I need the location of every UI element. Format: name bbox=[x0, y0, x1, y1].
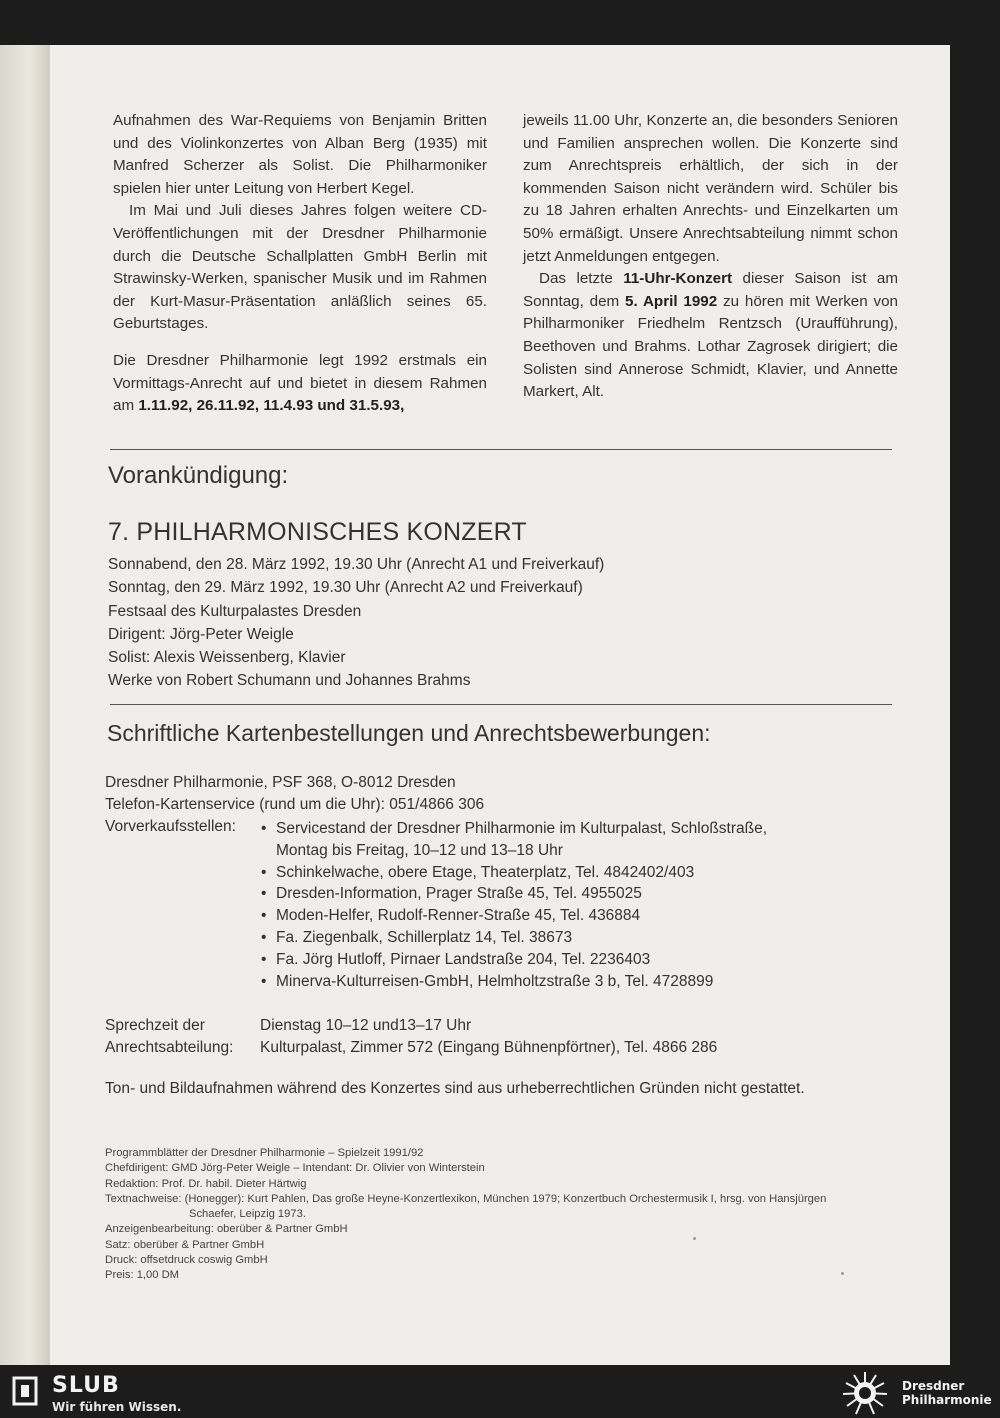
list-item-text: Montag bis Freitag, 10–12 und 13–18 Uhr bbox=[276, 841, 563, 859]
list-item bbox=[260, 862, 767, 884]
list-item bbox=[260, 927, 767, 949]
list-item bbox=[260, 883, 767, 905]
imprint-line: Chefdirigent: GMD Jörg-Peter Weigle – Intendant: Dr. Olivier von Winterstein bbox=[105, 1162, 485, 1175]
imprint-line: Textnachweise: (Honegger): Kurt Pahlen, Das große Heyne-Konzertlexikon, München 1979; Konzertbuch Orchestermusik I, hrsg. von Hansjürgen bbox=[105, 1192, 827, 1205]
concert-details bbox=[108, 553, 604, 693]
vorverkauf-list bbox=[260, 818, 767, 992]
bullet-icon: • bbox=[261, 907, 267, 925]
sprechzeit-values bbox=[260, 1015, 717, 1059]
detail-line: Werke von Robert Schumann und Johannes Brahms bbox=[108, 672, 471, 690]
detail-line: Sonntag, den 29. März 1992, 19.30 Uhr (Anrecht A2 und Freiverkauf) bbox=[108, 579, 583, 597]
announcement-heading: Vorankündigung: bbox=[108, 462, 289, 489]
left-page-edge bbox=[0, 45, 50, 1365]
detail-line: Festsaal des Kulturpalastes Dresden bbox=[108, 602, 362, 620]
philharmonie-logo-icon bbox=[840, 1369, 890, 1417]
bold-run: 11-Uhr-Konzert bbox=[623, 270, 733, 288]
imprint-line: Redaktion: Prof. Dr. habil. Dieter Härtwig bbox=[105, 1177, 307, 1190]
detail-line: Solist: Alexis Weissenberg, Klavier bbox=[108, 649, 346, 667]
paragraph: Im Mai und Juli dieses Jahres folgen weitere CD-Veröffentlichungen mit der Dresdner Philharmonie durch die Deutsche Schallplatten GmbH Berlin mit Strawinsky-Werken, spanischer Musik und im Rahmen der Kurt-Masur-Präsentation anläßlich seines 65. Geburtstages. bbox=[113, 202, 487, 333]
address-line: Dresdner Philharmonie, PSF 368, O-8012 Dresden bbox=[105, 774, 456, 791]
paper-speck bbox=[693, 1237, 696, 1240]
list-item bbox=[260, 971, 767, 993]
text-run: zu hören mit Werken von Philharmoniker Friedhelm Rentzsch (Uraufführung), Beethoven und Brahms. Lothar Zagrosek dirigiert; die Solisten sind Annerose Schmidt, Klavier, und Annette Markert, Alt. bbox=[523, 292, 898, 401]
divider bbox=[110, 704, 892, 705]
paragraph-text: Die Dresdner Philharmonie legt 1992 erstmals ein Vormittags-Anrecht auf und bietet in diesem Rahmen am bbox=[113, 351, 487, 415]
concert-title: 7. PHILHARMONISCHES KONZERT bbox=[108, 518, 527, 546]
imprint-line: Programmblätter der Dresdner Philharmonie – Spielzeit 1991/92 bbox=[105, 1147, 424, 1159]
list-item-text: Dresden-Information, Prager Straße 45, Tel. 4955025 bbox=[276, 885, 642, 903]
name-line: Dresdner bbox=[902, 1379, 965, 1393]
imprint-line: Schaefer, Leipzig 1973. bbox=[189, 1208, 306, 1221]
detail-line: Dirigent: Jörg-Peter Weigle bbox=[108, 625, 294, 643]
bullet-icon: • bbox=[261, 885, 267, 903]
list-item-text: Fa. Ziegenbalk, Schillerplatz 14, Tel. 38673 bbox=[276, 928, 573, 946]
slub-name: SLUB bbox=[52, 1373, 120, 1398]
dates-bold: 1.11.92, 26.11.92, 11.4.93 und 31.5.93, bbox=[138, 397, 405, 415]
list-item bbox=[260, 949, 767, 971]
imprint-line: Preis: 1,00 DM bbox=[105, 1269, 179, 1282]
list-item-text: Servicestand der Dresdner Philharmonie im Kulturpalast, Schloßstraße, bbox=[276, 820, 768, 837]
paper-speck bbox=[841, 1272, 844, 1275]
bold-run: 5. April 1992 bbox=[625, 292, 718, 310]
name-line: Philharmonie bbox=[902, 1393, 992, 1407]
list-item-text: Moden-Helfer, Rudolf-Renner-Straße 45, Tel. 436884 bbox=[276, 907, 641, 925]
imprint bbox=[105, 1146, 895, 1284]
imprint-line: Druck: offsetdruck coswig GmbH bbox=[105, 1254, 268, 1267]
paragraph: jeweils 11.00 Uhr, Konzerte an, die besonders Senioren und Familien ansprechen wollen. Die Konzerte sind zum Anrechtspreis erhältlich, der sich in der kommenden Saison nicht verändern wird. Schüler bis zu 18 Jahren erhalten Anrechts- und Einzelkarten um 50% ermäßigt. Unsere Anrechtsabteilung nimmt schon jetzt Anmeldungen entgegen. bbox=[523, 112, 898, 265]
list-item-text: Fa. Jörg Hutloff, Pirnaer Landstraße 204, Tel. 2236403 bbox=[276, 950, 651, 968]
bullet-icon: • bbox=[261, 950, 267, 968]
bullet-icon: • bbox=[261, 928, 267, 946]
list-item bbox=[260, 905, 767, 927]
imprint-line: Satz: oberüber & Partner GmbH bbox=[105, 1238, 265, 1251]
detail-line: Sonnabend, den 28. März 1992, 19.30 Uhr (Anrecht A1 und Freiverkauf) bbox=[108, 556, 605, 573]
slub-tagline: Wir führen Wissen. bbox=[52, 1400, 182, 1414]
vorverkauf-label: Vorverkaufsstellen: bbox=[105, 818, 236, 835]
imprint-line: Anzeigenbearbeitung: oberüber & Partner GmbH bbox=[105, 1223, 348, 1236]
text-run: Das letzte bbox=[539, 270, 624, 288]
list-item-text: Schinkelwache, obere Etage, Theaterplatz, Tel. 4842402/403 bbox=[276, 863, 695, 881]
paragraph: Aufnahmen des War-Requiems von Benjamin Britten und des Violinkonzertes von Alban Berg (1935) mit Manfred Scherzer als Solist. Die Philharmoniker spielen hier unter Leitung von Herbert Kegel. bbox=[113, 112, 487, 197]
paragraph bbox=[523, 268, 898, 404]
bullet-icon: • bbox=[261, 863, 267, 881]
text-column-left bbox=[113, 110, 487, 418]
divider bbox=[110, 449, 892, 450]
slub-logo-icon bbox=[12, 1376, 38, 1406]
bullet-icon: • bbox=[261, 972, 267, 990]
text-column-right bbox=[523, 110, 898, 404]
value-line: Kulturpalast, Zimmer 572 (Eingang Bühnenpförtner), Tel. 4866 286 bbox=[260, 1038, 718, 1056]
contact-address bbox=[105, 772, 484, 816]
value-line: Dienstag 10–12 und13–17 Uhr bbox=[260, 1017, 472, 1034]
text-run: dieser Saison ist am Sonntag, dem bbox=[523, 270, 899, 310]
sprechzeit-label bbox=[105, 1015, 233, 1059]
label-line: Anrechtsabteilung: bbox=[105, 1038, 234, 1056]
label-line: Sprechzeit der bbox=[105, 1017, 205, 1034]
list-item-text: Minerva-Kulturreisen-GmbH, Helmholtzstraße 3 b, Tel. 4728899 bbox=[276, 972, 714, 990]
recording-notice: Ton- und Bildaufnahmen während des Konzertes sind aus urheberrechtlichen Gründen nicht gestattet. bbox=[105, 1080, 805, 1097]
paragraph bbox=[113, 350, 487, 418]
list-item bbox=[260, 818, 767, 862]
philharmonie-name bbox=[902, 1379, 992, 1407]
orders-heading: Schriftliche Kartenbestellungen und Anrechtsbewerbungen: bbox=[107, 720, 711, 746]
bullet-icon: • bbox=[261, 820, 267, 837]
phone-line: Telefon-Kartenservice (rund um die Uhr): 051/4866 306 bbox=[105, 795, 485, 813]
footer-bar bbox=[0, 1365, 1000, 1418]
